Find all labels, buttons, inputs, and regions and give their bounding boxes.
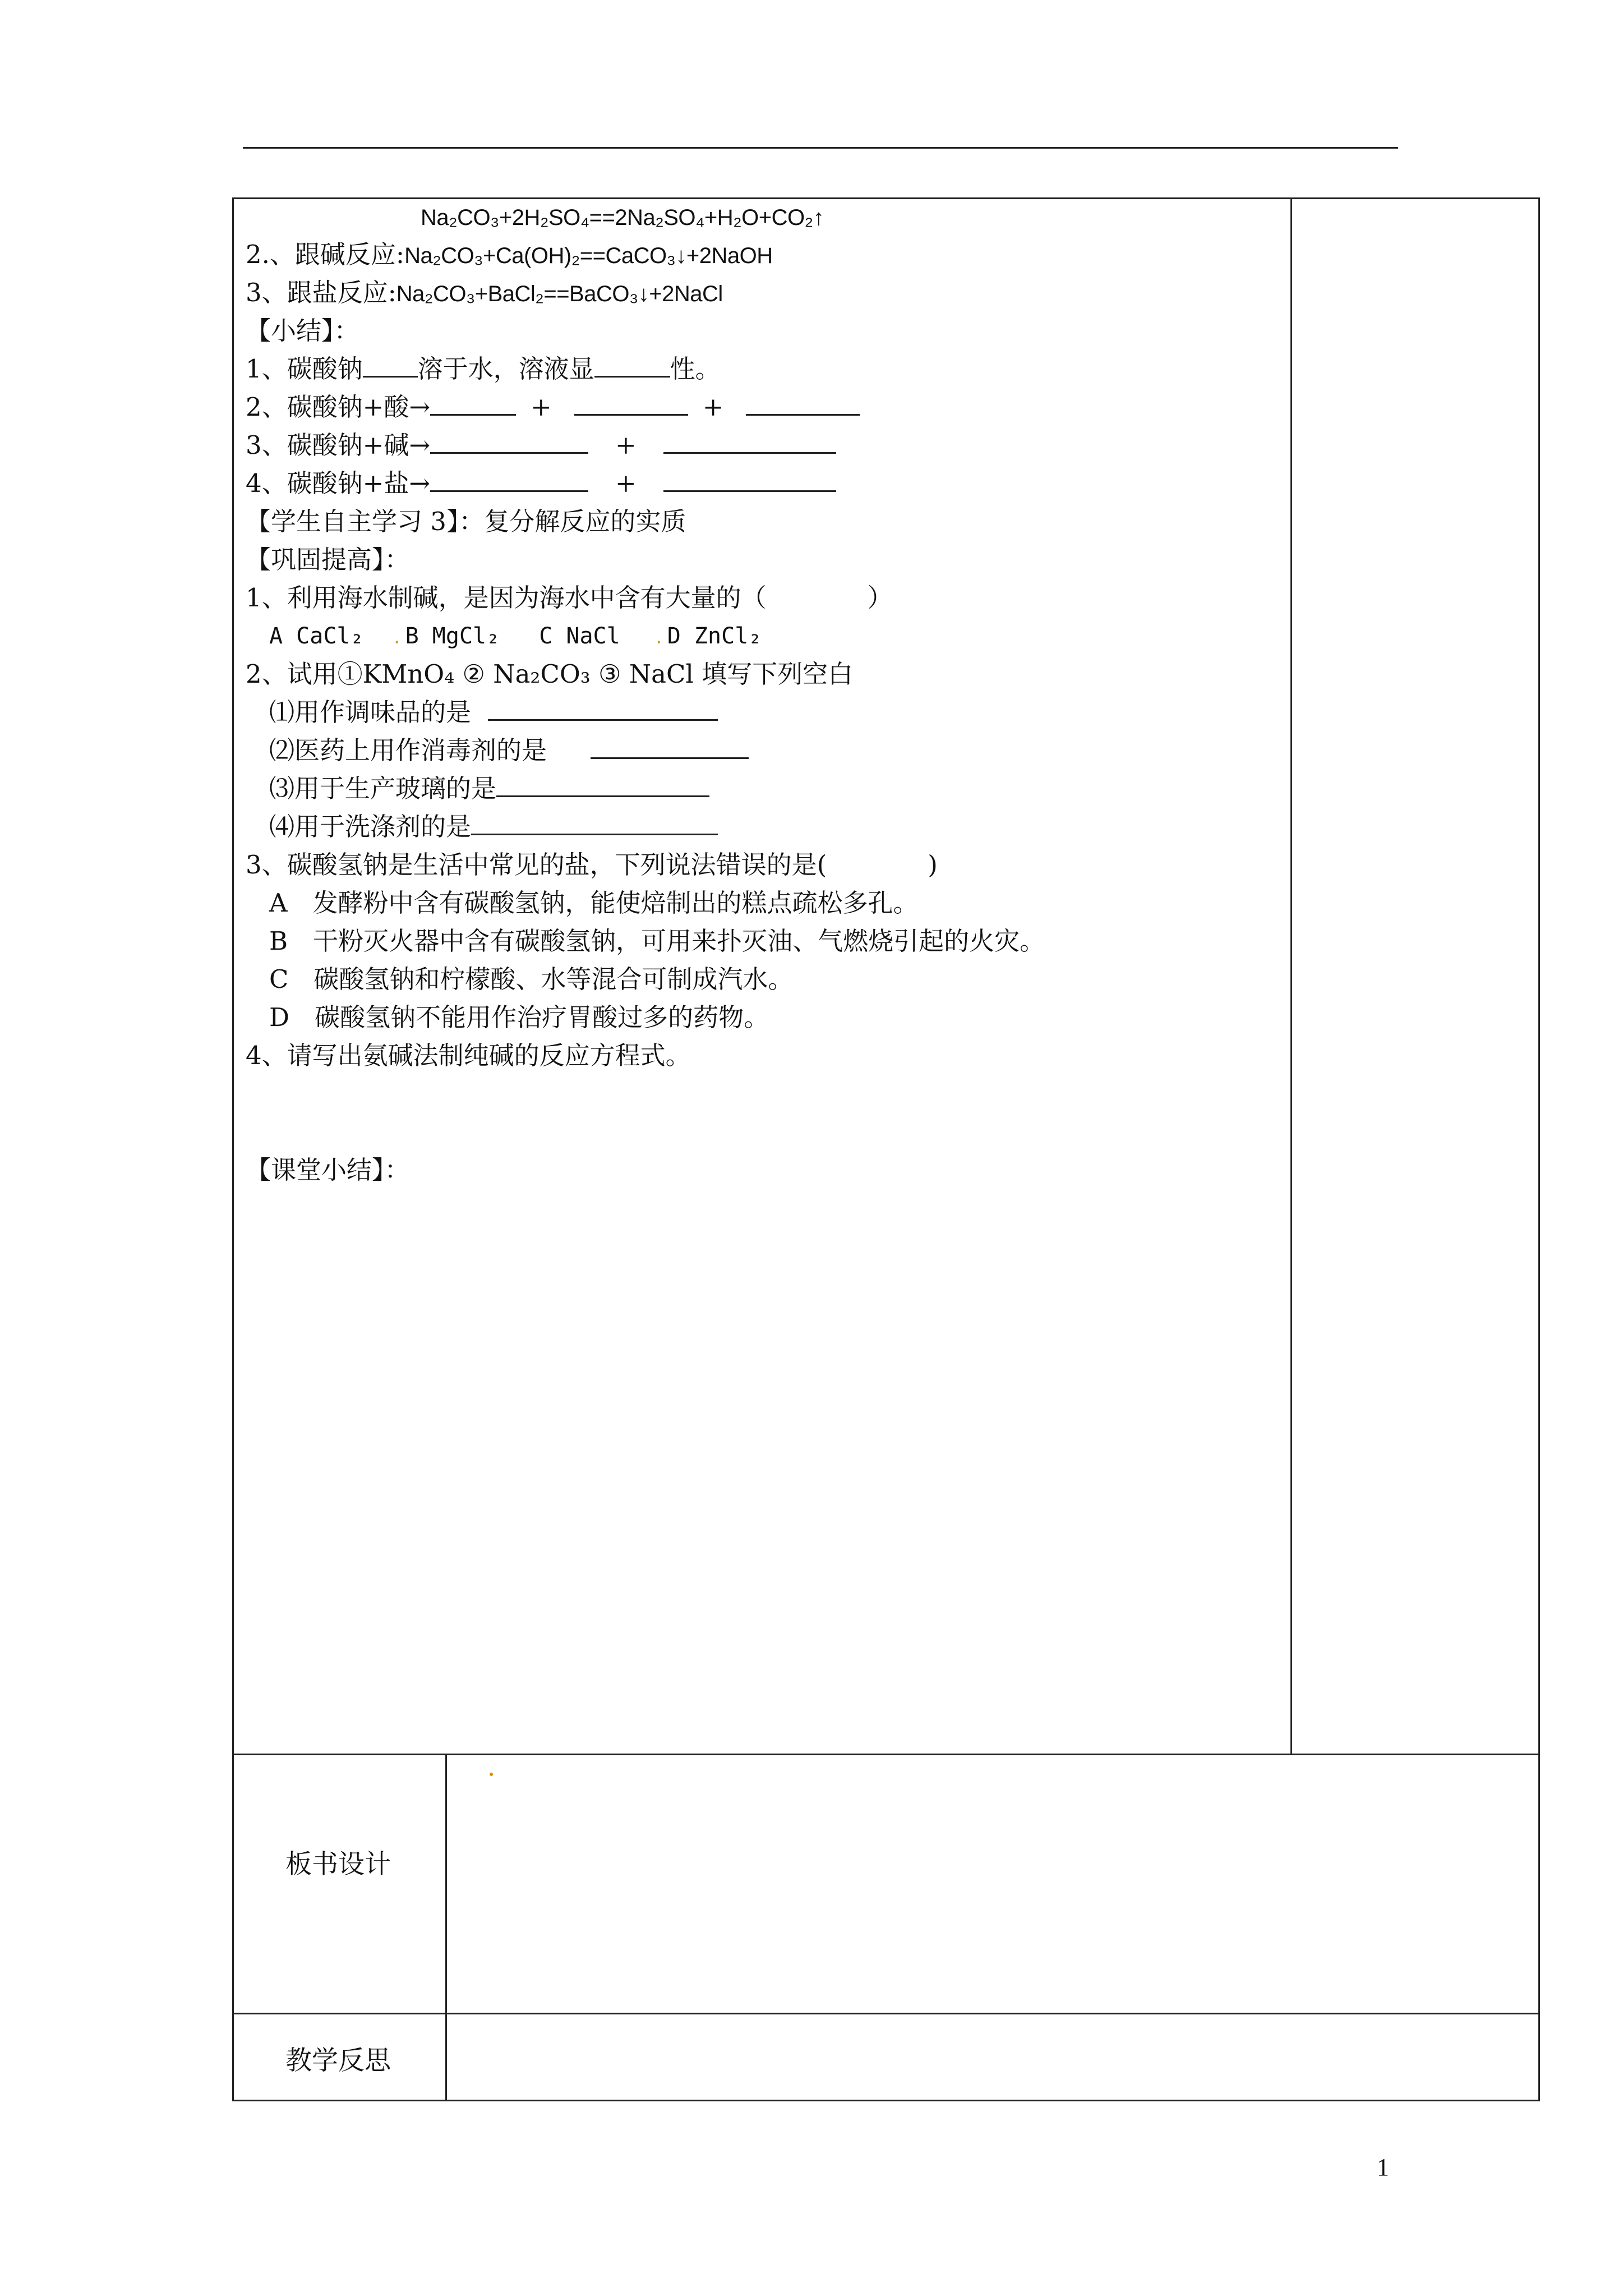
summary-4-text: 4、碳酸钠+盐→ (246, 468, 431, 498)
q2-item-4-text: ⑷用于洗涤剂的是 (269, 812, 472, 841)
consolidate-heading: 【巩固提高】： (246, 545, 410, 574)
summary-heading: 【小结】： (246, 316, 359, 346)
fill-blank[interactable] (430, 468, 588, 492)
base-reaction-equation: Na₂CO₃+Ca(OH)₂==CaCO₃↓+2NaOH (404, 243, 773, 268)
summary-3-text: 3、碳酸钠+碱→ (246, 430, 431, 460)
row-divider-reflection (232, 2013, 1540, 2014)
salt-reaction-label: 3、跟盐反应: (246, 278, 396, 307)
summary-2-text: 2、碳酸钠+酸→ (246, 392, 431, 422)
summary-1-text-a: 1、碳酸钠 (246, 354, 363, 384)
salt-reaction-equation: Na₂CO₃+BaCl₂==BaCO₃↓+2NaCl (396, 282, 723, 306)
summary-item-3 (246, 426, 1278, 464)
class-summary-heading: 【课堂小结】： (246, 1155, 410, 1185)
question-4: 4、请写出氨碱法制纯碱的反应方程式。 (246, 1041, 691, 1070)
question-2-item-3 (246, 770, 1278, 808)
summary-item-2 (246, 388, 1278, 426)
fill-blank[interactable] (591, 735, 749, 759)
summary-1-text-c: 性。 (670, 354, 721, 384)
plus-sign: + (615, 430, 637, 460)
option-c: C NaCl (539, 623, 620, 649)
acid-equation-line (246, 197, 1278, 236)
base-reaction-label: 2.、跟碱反应: (246, 240, 405, 269)
fill-blank[interactable] (430, 392, 516, 416)
fill-blank[interactable] (430, 430, 588, 454)
fill-blank[interactable] (488, 697, 718, 721)
spacer (246, 1075, 1278, 1113)
question-3-option-d: D 碳酸氢钠不能用作治疗胃酸过多的药物。 (269, 1002, 769, 1032)
fill-blank[interactable] (496, 773, 709, 797)
salt-reaction-line (246, 274, 1278, 312)
fill-blank[interactable] (746, 392, 860, 416)
option-d: D ZnCl₂ (667, 623, 762, 649)
main-cell-content (246, 197, 1278, 1189)
fill-blank[interactable] (663, 430, 836, 454)
fill-blank[interactable] (574, 392, 688, 416)
fill-blank[interactable] (471, 811, 718, 835)
reflection-label: 教学反思 (285, 2045, 391, 2076)
side-column-divider (1290, 197, 1292, 1755)
question-3-option-a: A 发酵粉中含有碳酸氢钠，能使焙制出的糕点疏松多孔。 (269, 888, 919, 918)
question-1: 1、利用海水制碱，是因为海水中含有大量的（ ） (246, 583, 893, 613)
plus-sign: + (531, 392, 552, 422)
question-3: 3、碳酸氢钠是生活中常见的盐，下列说法错误的是( ) (246, 850, 938, 880)
label-column-divider (445, 1754, 447, 2101)
summary-item-1 (246, 350, 1278, 388)
board-design-label: 板书设计 (285, 1849, 391, 1880)
q2-item-3-text: ⑶用于生产玻璃的是 (269, 774, 497, 803)
summary-1-text-b: 溶于水，溶液显 (417, 354, 594, 384)
fill-blank[interactable] (594, 353, 670, 378)
question-3-option-c: C 碳酸氢钠和柠檬酸、水等混合可制成汽水。 (269, 964, 794, 994)
question-3-option-b: B 干粉灭火器中含有碳酸氢钠，可用来扑灭油、气燃烧引起的火灾。 (269, 926, 1045, 956)
stray-dot (490, 1773, 493, 1776)
acid-equation: Na₂CO₃+2H₂SO₄==2Na₂SO₄+H₂O+CO₂↑ (421, 205, 824, 230)
q2-item-1-text: ⑴用作调味品的是 (269, 697, 472, 727)
plus-sign: + (702, 392, 724, 422)
stray-dot: . (391, 628, 402, 648)
page-number: 1 (1377, 2154, 1389, 2181)
question-2-item-4 (246, 808, 1278, 846)
question-2: 2、试用①KMnO₄ ② Na₂CO₃ ③ NaCl 填写下列空白 (246, 659, 854, 689)
question-2-item-2 (246, 731, 1278, 770)
fill-blank[interactable] (663, 468, 836, 492)
plus-sign: + (615, 468, 637, 498)
spacer (246, 1113, 1278, 1151)
option-a: A CaCl₂ (269, 623, 364, 649)
summary-item-4 (246, 464, 1278, 503)
base-reaction-line (246, 236, 1278, 274)
row-divider-board (232, 1754, 1540, 1755)
question-2-item-1 (246, 693, 1278, 731)
option-b: B MgCl₂ (405, 623, 500, 649)
question-1-options (246, 617, 1278, 655)
header-rule (243, 147, 1398, 149)
study-3-heading: 【学生自主学习 3】：复分解反应的实质 (246, 507, 686, 536)
q2-item-2-text: ⑵医药上用作消毒剂的是 (269, 735, 547, 765)
fill-blank[interactable] (363, 353, 418, 378)
stray-dot: . (653, 628, 664, 648)
